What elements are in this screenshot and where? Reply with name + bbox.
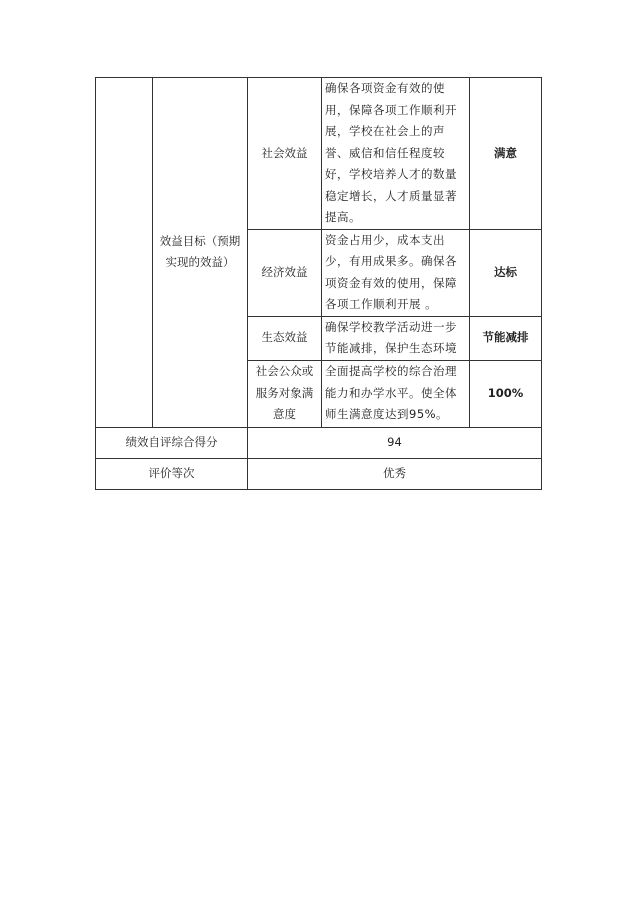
grade-label: 评价等次 xyxy=(96,458,248,489)
score-value: 94 xyxy=(248,427,542,458)
category-cell: 效益目标（预期实现的效益） xyxy=(153,78,248,428)
indicator-name: 经济效益 xyxy=(248,229,322,316)
indicator-value: 100% xyxy=(470,360,542,427)
table-row xyxy=(96,458,542,489)
indicator-name: 社会公众或服务对象满意度 xyxy=(248,360,322,427)
indicator-name: 社会效益 xyxy=(248,78,322,230)
indicator-name: 生态效益 xyxy=(248,316,322,360)
grade-value: 优秀 xyxy=(248,458,542,489)
indicator-description: 全面提高学校的综合治理能力和办学水平。使全体师生满意度达到95%。 xyxy=(322,360,470,427)
indicator-description: 确保各项资金有效的使用，保障各项工作顺利开展，学校在社会上的声誉、威信和信任程度较好，学校培养人才的数量稳定增长，人才质量显著提高。 xyxy=(322,78,470,230)
indicator-description: 资金占用少，成本支出少，有用成果多。确保各项资金有效的使用，保障各项工作顺利开展 。 xyxy=(322,229,470,316)
indicator-description: 确保学校教学活动进一步节能减排，保护生态环境 xyxy=(322,316,470,360)
table-row xyxy=(96,78,542,230)
performance-table xyxy=(95,77,542,490)
indicator-value: 满意 xyxy=(470,78,542,230)
indicator-value: 达标 xyxy=(470,229,542,316)
table-row xyxy=(96,427,542,458)
score-label: 绩效自评综合得分 xyxy=(96,427,248,458)
indicator-value: 节能减排 xyxy=(470,316,542,360)
blank-cell xyxy=(96,78,153,428)
